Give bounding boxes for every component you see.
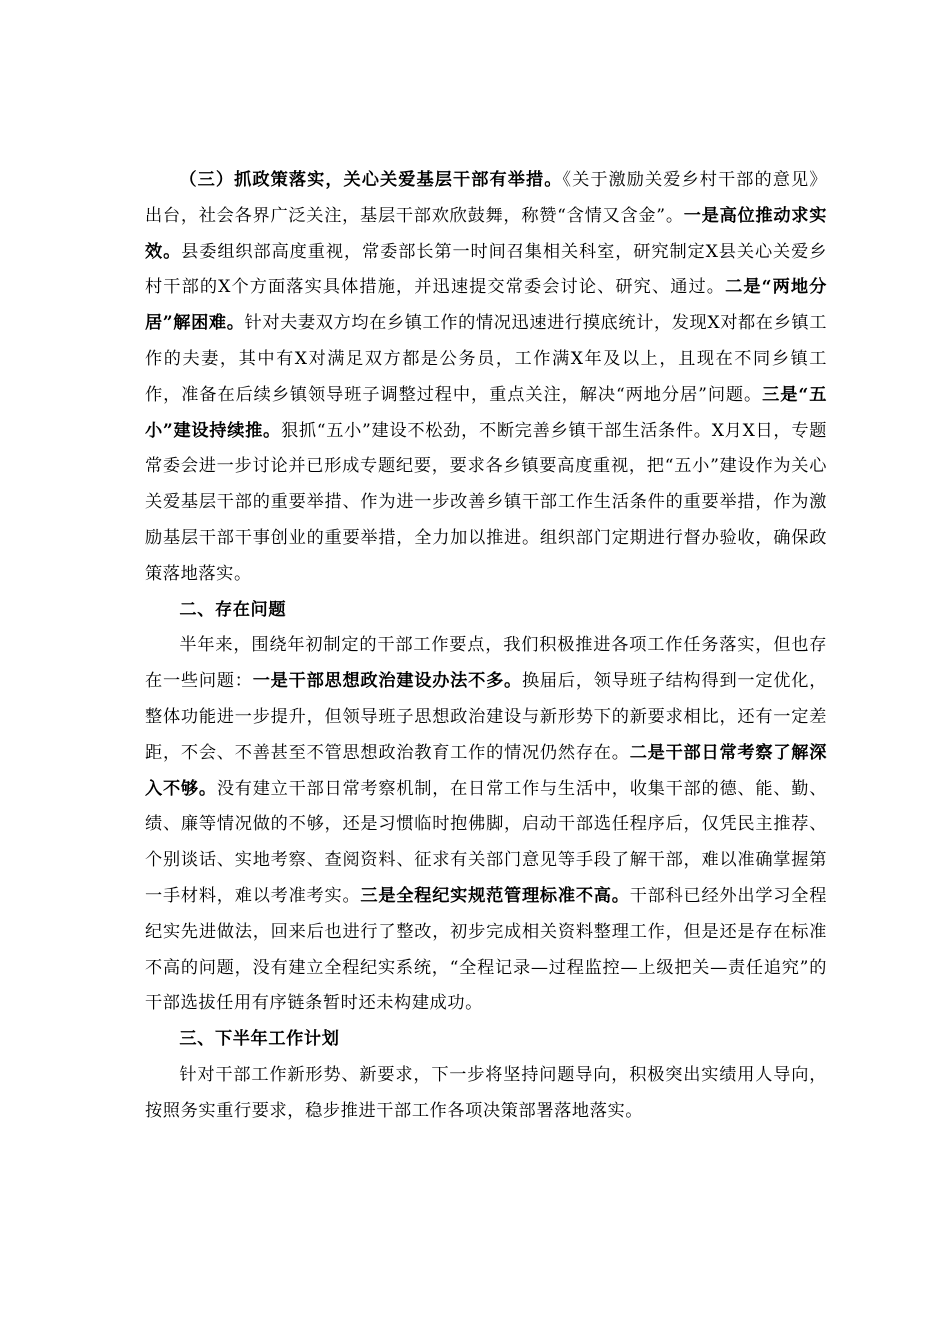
problem2-title: 二是干部日常考察了解深入不够。 [145, 742, 828, 799]
section3-intro: 《关于激励关爱乡村干部的意见》出台，社会各界广泛关注，基层干部欢欣鼓舞，称赞“含情又含金”。 [145, 170, 827, 226]
part3-paragraph: 针对干部工作新形势、新要求，下一步将坚持问题导向，积极突出实绩用人导向，按照务实重行要求，稳步推进干部工作各项决策部署落地落实。 [145, 1064, 827, 1121]
part2-heading: 二、存在问题 [179, 599, 287, 620]
point1-title: 一是高位推动求实效。 [145, 205, 827, 262]
document-page [145, 163, 827, 1130]
point1-text: 县委组织部高度重视，常委部长第一时间召集相关科室，研究制定X县关心关爱乡村干部的X个方面落实具体措施，并迅速提交常委会讨论、研究、通过。 [145, 241, 827, 298]
part3-heading: 三、下半年工作计划 [179, 1029, 340, 1050]
problem1-title: 一是干部思想政治建设办法不多。 [252, 671, 522, 692]
point3-text: 狠抓“五小”建设不松劲，不断完善乡镇干部生活条件。X月X日，专题常委会进一步讨论并已形成专题纪要，要求各乡镇要高度重视，把“五小”建设作为关心关爱基层干部的重要举措、作为进一步改善乡镇干部工作生活条件的重要举措，作为激励基层干部干事创业的重要举措，全力加以推进。组织部门定期进行督办验收，确保政策落地落实。 [145, 420, 828, 584]
section3-paragraph [145, 163, 827, 593]
problem3-text: 干部科已经外出学习全程纪实先进做法，回来后也进行了整改，初步完成相关资料整理工作，但是还是存在标准不高的问题，没有建立全程纪实系统，“全程记录—过程监控—上级把关—责任追究”的干部选拔任用有序链条暂时还未构建成功。 [145, 885, 827, 1014]
problem1-text: 换届后，领导班子结构得到一定优化，整体功能进一步提升，但领导班子思想政治建设与新形势下的新要求相比，还有一定差距，不会、不善甚至不管思想政治教育工作的情况仍然存在。 [145, 671, 827, 763]
point2-title: 二是“两地分居”解困难。 [145, 277, 827, 334]
section3-title: （三）抓政策落实，关心关爱基层干部有举措。 [179, 170, 563, 190]
point2-text: 针对夫妻双方均在乡镇工作的情况迅速进行摸底统计，发现X对都在乡镇工作的夫妻，其中有X对满足双方都是公务员，工作满X年及以上，且现在不同乡镇工作，准备在后续乡镇领导班子调整过程中，重点关注，解决“两地分居”问题。 [145, 313, 827, 405]
point3-title: 三是“五小”建设持续推。 [145, 384, 827, 441]
part2-intro: 半年来，围绕年初制定的干部工作要点，我们积极推进各项工作任务落实，但也存在一些问题： [145, 635, 827, 692]
problem2-text: 没有建立干部日常考察机制，在日常工作与生活中，收集干部的德、能、勤、绩、廉等情况做的不够，还是习惯临时抱佛脚，启动干部选任程序后，仅凭民主推荐、个别谈话、实地考察、查阅资料、征求有关部门意见等手段了解干部，难以准确掌握第一手材料，难以考准考实。 [145, 778, 827, 906]
problem3-title: 三是全程纪实规范管理标准不高。 [360, 885, 630, 906]
part2-paragraph [145, 628, 827, 1022]
